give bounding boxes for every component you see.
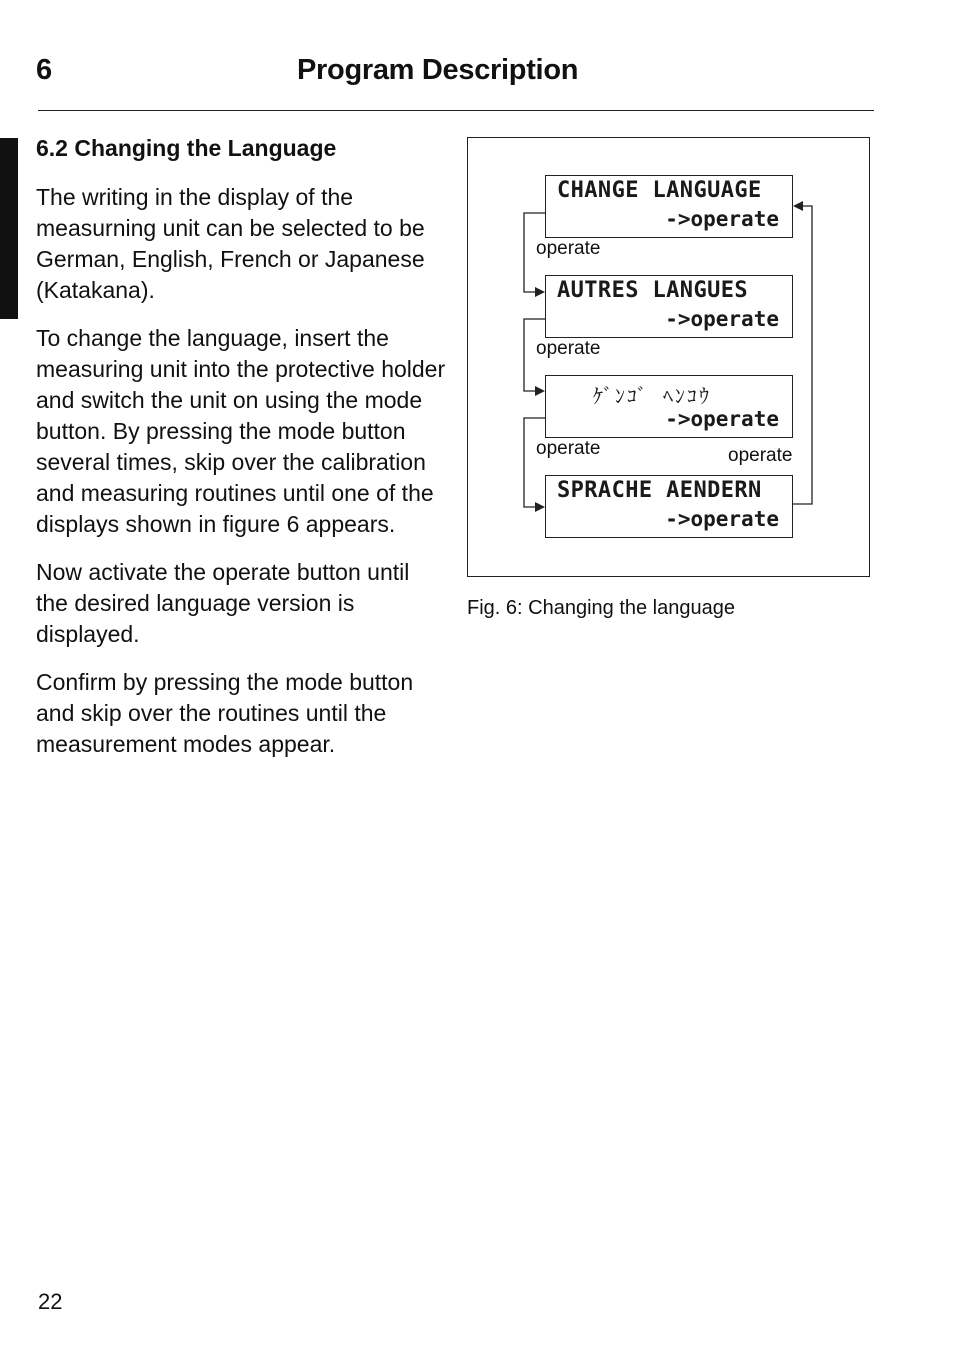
- display-text-line1: CHANGE LANGUAGE: [557, 178, 762, 203]
- arrow-label-operate-return: operate: [728, 445, 793, 466]
- display-text-line2: ->operate: [665, 507, 779, 531]
- section-body: [36, 132, 446, 760]
- paragraph-language-options: The writing in the display of the measurning unit can be selected to be German, English, French or Japanese (Katakana).: [36, 184, 425, 303]
- figure-caption: Fig. 6: Changing the language: [467, 597, 735, 619]
- paragraph-confirm: Confirm by pressing the mode button and skip over the routines until the measurement modes appear.: [36, 669, 414, 757]
- header-divider: [38, 110, 874, 111]
- section-heading: 6.2 Changing the Language: [36, 135, 337, 161]
- display-change-language: [545, 175, 793, 238]
- page-number: 22: [38, 1289, 63, 1314]
- chapter-side-tab: [0, 138, 18, 319]
- display-text-line1: ｹﾞﾝｺﾞ ﾍﾝｺｳ: [593, 384, 712, 408]
- display-katakana: [545, 375, 793, 438]
- display-text-line2: ->operate: [665, 307, 779, 331]
- chapter-title: Program Description: [297, 54, 579, 86]
- arrow-label-operate-3: operate: [536, 438, 601, 459]
- arrow-label-operate-2: operate: [536, 338, 601, 359]
- paragraph-activate-operate: Now activate the operate button until the desired language version is displayed.: [36, 559, 410, 647]
- display-autres-langues: [545, 275, 793, 338]
- display-text-line1: SPRACHE AENDERN: [557, 478, 762, 503]
- display-text-line2: ->operate: [665, 407, 779, 431]
- paragraph-change-procedure: To change the language, insert the measuring unit into the protective holder and switch the unit on using the mode button. By pressing the mode button several times, skip over the calibration and measuring routines until one of the displays shown in figure 6 appears.: [36, 325, 446, 537]
- arrow-label-operate-1: operate: [536, 238, 601, 259]
- display-text-line2: ->operate: [665, 207, 779, 231]
- display-text-line1: AUTRES LANGUES: [557, 278, 749, 303]
- chapter-number: 6: [36, 54, 53, 86]
- display-sprache-aendern: [545, 475, 793, 538]
